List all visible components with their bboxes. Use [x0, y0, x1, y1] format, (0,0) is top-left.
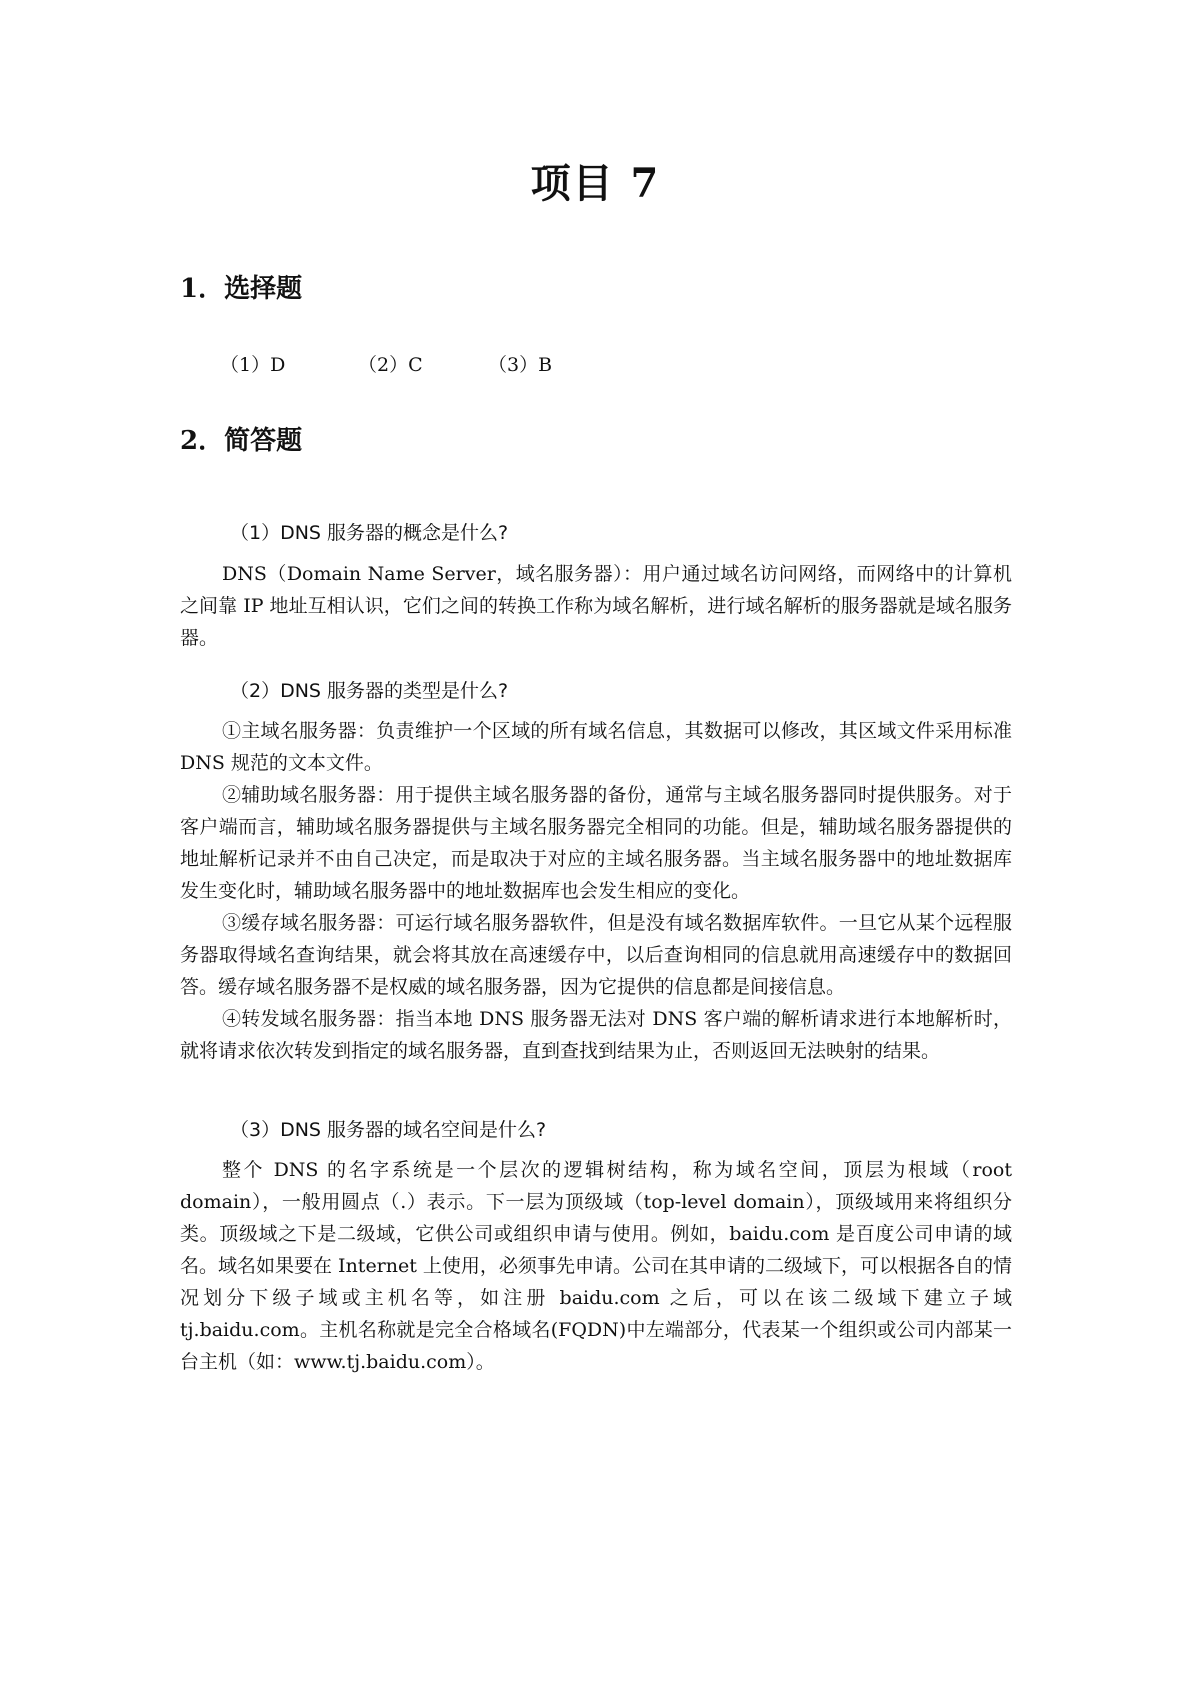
- section-heading-short-answer: 2．简答题: [180, 426, 303, 456]
- answer-3: （3）B: [488, 354, 553, 376]
- question-3: （3）DNS 服务器的域名空间是什么?: [230, 1119, 547, 1141]
- multiple-choice-answers: [220, 350, 552, 377]
- answer-2: （2）C: [358, 354, 423, 376]
- question-1: （1）DNS 服务器的概念是什么?: [230, 522, 509, 544]
- answer-paragraph-secondary-dns: ②辅助域名服务器：用于提供主域名服务器的备份，通常与主域名服务器同时提供服务。对于客户端而言，辅助域名服务器提供与主域名服务器完全相同的功能。但是，辅助域名服务器提供的地址解析记录并不由自己决定，而是取决于对应的主域名服务器。当主域名服务器中的地址数据库发生变化时，辅助域名服务器中的地址数据库也会发生相应的变化。: [180, 784, 1012, 902]
- answer-paragraph-caching-dns: ③缓存域名服务器：可运行域名服务器软件，但是没有域名数据库软件。一旦它从某个远程服务器取得域名查询结果，就会将其放在高速缓存中，以后查询相同的信息就用高速缓存中的数据回答。缓存域名服务器不是权威的域名服务器，因为它提供的信息都是间接信息。: [180, 912, 1012, 998]
- answer-paragraph-1: DNS（Domain Name Server，域名服务器）：用户通过域名访问网络，而网络中的计算机之间靠 IP 地址互相认识，它们之间的转换工作称为域名解析，进行域名解析的服务器就是域名服务器。: [180, 563, 1012, 649]
- section-heading-multiple-choice: 1．选择题: [180, 274, 303, 304]
- answer-paragraph-forwarding-dns: ④转发域名服务器：指当本地 DNS 服务器无法对 DNS 客户端的解析请求进行本地解析时，就将请求依次转发到指定的域名服务器，直到查找到结果为止，否则返回无法映射的结果。: [180, 1008, 1012, 1062]
- answer-paragraph-primary-dns: ①主域名服务器：负责维护一个区域的所有域名信息，其数据可以修改，其区域文件采用标准 DNS 规范的文本文件。: [180, 720, 1012, 774]
- answer-1: （1）D: [220, 354, 286, 376]
- answer-paragraph-namespace: 整个 DNS 的名字系统是一个层次的逻辑树结构，称为域名空间，顶层为根域（root domain），一般用圆点（.）表示。下一层为顶级域（top-level domain），顶级域用来将组织分类。顶级域之下是二级域，它供公司或组织申请与使用。例如，baidu.com 是百度公司申请的域名。域名如果要在 Internet 上使用，必须事先申请。公司在其申请的二级域下，可以根据各自的情况划分下级子域或主机名等，如注册 baidu.com 之后，可以在该二级域下建立子域 tj.baidu.com。主机名称就是完全合格域名(FQDN)中左端部分，代表某一个组织或公司内部某一台主机（如：www.tj.baidu.com）。: [180, 1159, 1012, 1373]
- page-title: 项目 7: [530, 160, 661, 207]
- question-2: （2）DNS 服务器的类型是什么?: [230, 680, 509, 702]
